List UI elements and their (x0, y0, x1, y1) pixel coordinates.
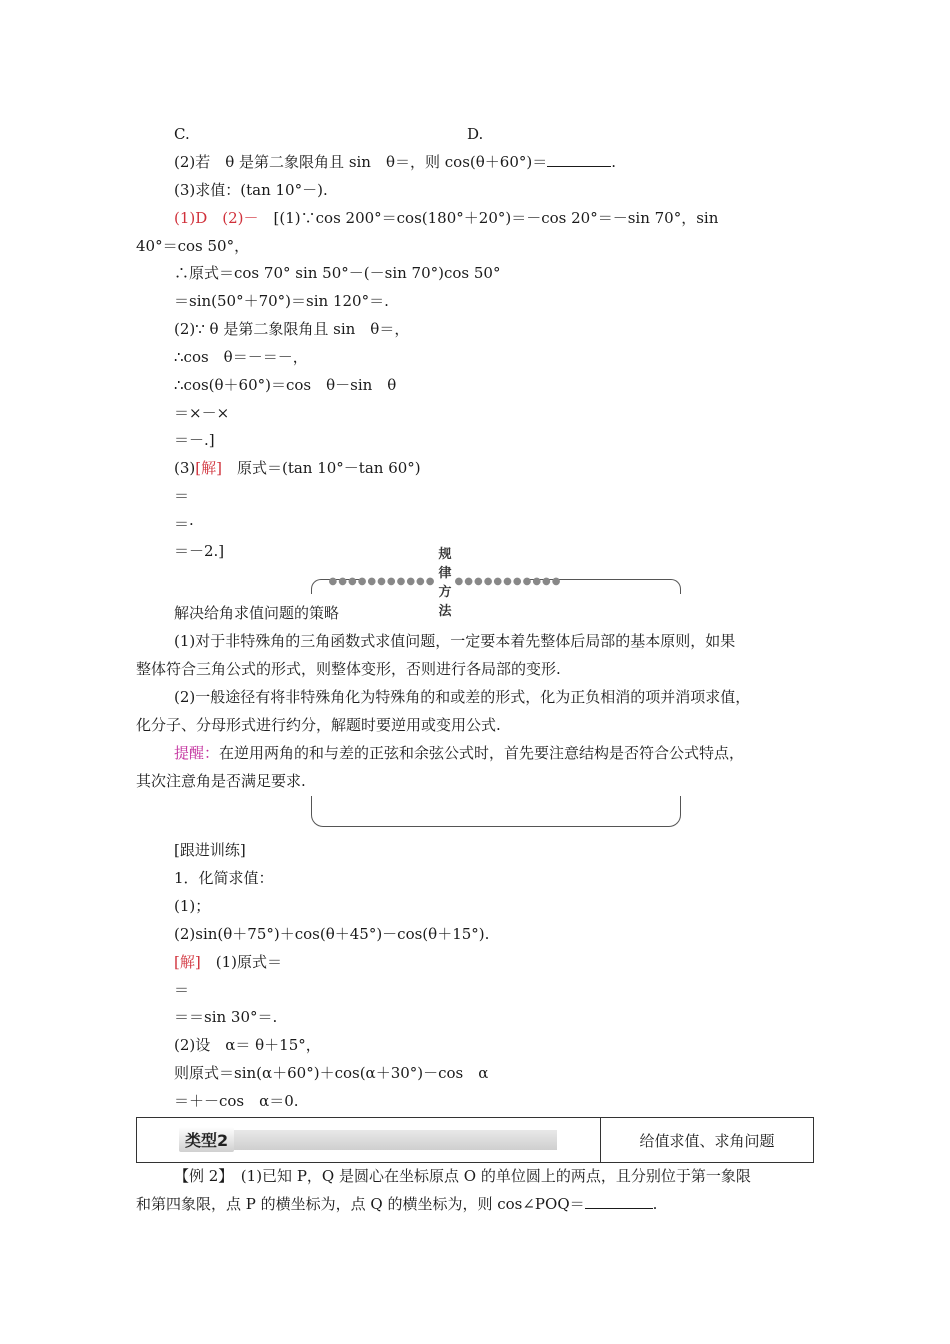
practice-solution: 则原式＝sin(α＋60°)＋cos(α＋30°)－cos α (174, 1064, 489, 1082)
method-text: 化分子、分母形式进行约分，解题时要逆用或变用公式. (136, 716, 501, 734)
practice-solution: ＝ (174, 981, 190, 999)
question-2: (2)若 θ 是第二象限角且 sin θ＝，则 cos(θ＋60°)＝ . (174, 153, 617, 171)
example-2-text: 【例 2】 (1)已知 P，Q 是圆心在坐标原点 O 的单位圆上的两点，且分别位于第一象限 (174, 1167, 751, 1185)
method-text: 其次注意角是否满足要求. (136, 772, 306, 790)
method-box-header (328, 547, 562, 619)
type-band-decoration (181, 1130, 557, 1150)
solution-line: 40°＝cos 50°， (136, 237, 250, 255)
answer-key: (1)D (2)－ (174, 209, 259, 227)
practice-question: (1)； (174, 897, 211, 915)
dots-decoration: ●●●●●●●●●●● (328, 575, 436, 587)
practice-solution: ＝＝sin 30°＝. (174, 1008, 278, 1026)
dots-decoration: ●●●●●●●●●●● (454, 575, 562, 587)
method-text: (1)对于非特殊角的三角函数式求值问题，一定要本着先整体后局部的基本原则，如果 (174, 632, 736, 650)
question-3: (3)求值：(tan 10°－). (174, 181, 328, 199)
type-title: 给值求值、求角问题 (639, 1131, 775, 1150)
solution-line: ∴cos θ＝－＝－， (174, 348, 308, 366)
practice-solution: [解] (1)原式＝ (174, 953, 282, 971)
practice-heading: [跟进训练] (174, 841, 246, 859)
solution-line: ＝－2.] (174, 542, 225, 560)
practice-question: (2)sin(θ＋75°)＋cos(θ＋45°)－cos(θ＋15°). (174, 925, 490, 943)
answer-blank (585, 1194, 653, 1209)
practice-question: 1．化简求值： (174, 869, 274, 887)
option-d: D. (467, 125, 484, 143)
solution-line: (2)∵ θ 是第二象限角且 sin θ＝， (174, 320, 410, 338)
method-text: 整体符合三角公式的形式，则整体变形，否则进行各局部的变形. (136, 660, 561, 678)
solution-line: ∴cos(θ＋60°)＝cos θ－sin θ (174, 376, 397, 394)
solution-tag: [解] (195, 459, 222, 477)
solution-line: ＝· (174, 515, 194, 533)
method-text: (2)一般途径有将非特殊角化为特殊角的和或差的形式，化为正负相消的项并消项求值， (174, 688, 751, 706)
method-box-bottom-frame (311, 796, 681, 827)
method-box-title: 规律方法 (438, 547, 452, 619)
solution-line: (3)[解] 原式＝(tan 10°－tan 60°) (174, 459, 421, 477)
solution-line: ＝sin(50°＋70°)＝sin 120°＝. (174, 292, 389, 310)
type-label: 类型2 (179, 1127, 234, 1152)
type-2-header-table (136, 1117, 814, 1163)
answer-line-1: (1)D (2)－ [(1)∵cos 200°＝cos(180°＋20°)＝－cos 20°＝－sin 70°，sin (174, 209, 719, 227)
practice-solution: ＝＋－cos α＝0. (174, 1092, 299, 1110)
solution-line: ＝×－× (174, 404, 230, 422)
example-2-text: 和第四象限，点 P 的横坐标为，点 Q 的横坐标为，则 cos∠POQ＝ . (136, 1195, 658, 1213)
type-label-cell (137, 1118, 601, 1162)
answer-blank (547, 152, 611, 167)
solution-line: ＝－.] (174, 431, 215, 449)
solution-tag: [解] (174, 953, 201, 971)
solution-line: ∴原式＝cos 70° sin 50°－(－sin 70°)cos 50° (174, 264, 501, 282)
reminder-label: 提醒： (174, 744, 220, 762)
practice-solution: (2)设 α＝ θ＋15°， (174, 1036, 321, 1054)
method-heading: 解决给角求值问题的策略 (174, 604, 340, 622)
option-c: C. (174, 125, 190, 143)
method-reminder: 提醒：在逆用两角的和与差的正弦和余弦公式时，首先要注意结构是否符合公式特点， (174, 744, 745, 762)
solution-line: ＝ (174, 487, 190, 505)
